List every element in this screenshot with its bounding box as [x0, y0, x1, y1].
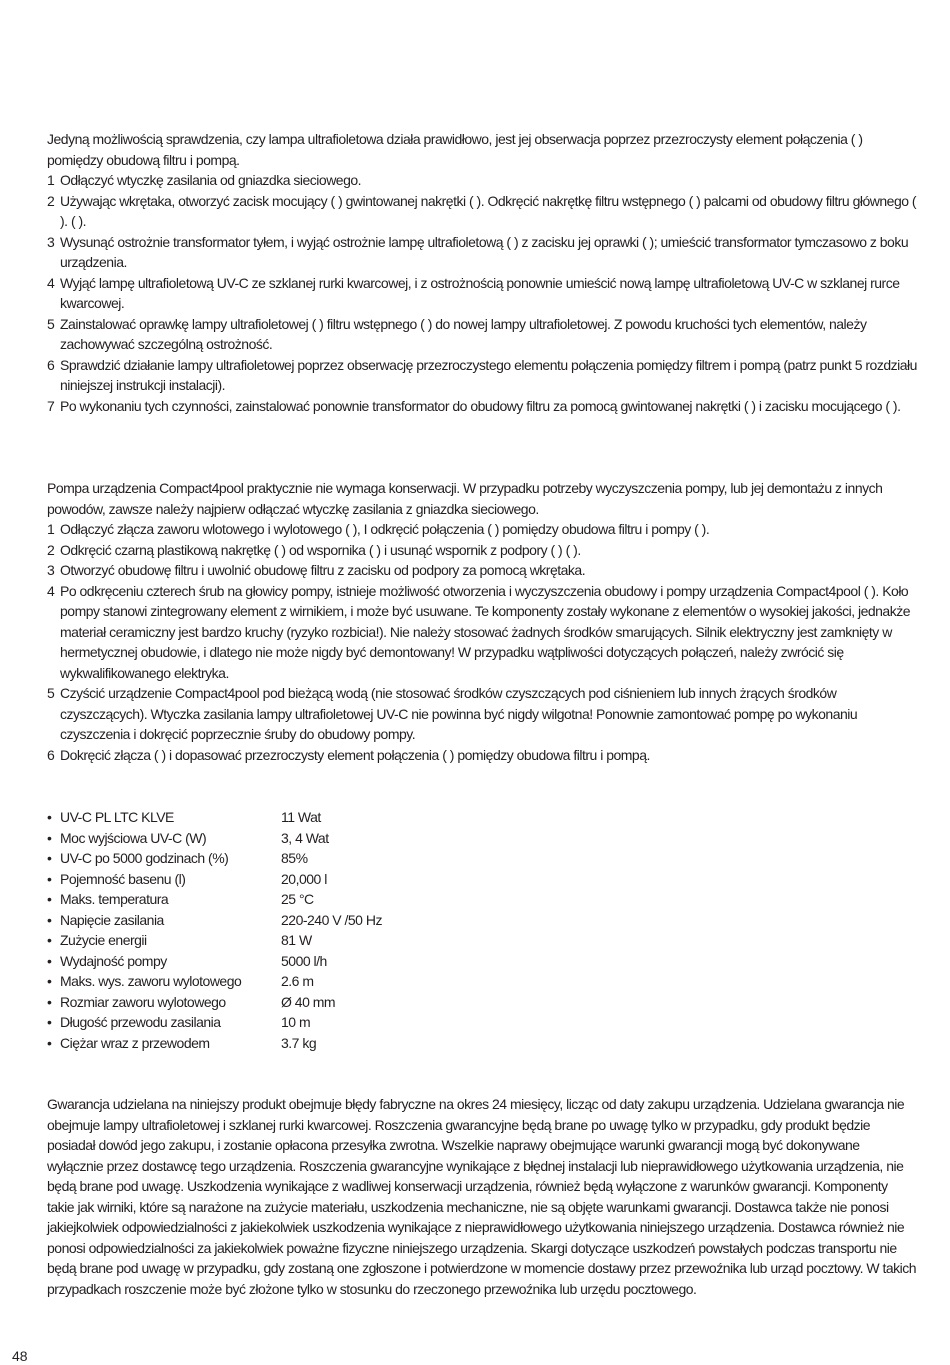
uv-intro: Jedyną możliwością sprawdzenia, czy lampa ultrafioletowa działa prawidłowo, jest jej obserwacja poprzez przezroczysty element połączenia ( ) pomiędzy obudową filtru i pompą.	[47, 131, 863, 168]
list-item: 7 Po wykonaniu tych czynności, zainstalować ponownie transformator do obudowy filtru za pomocą gwintowanej nakrętki ( ) i zacisku mocującego ( ).	[47, 397, 901, 414]
spec-item: • Maks. wys. zaworu wylotowego 2.6 m	[47, 973, 314, 989]
spec-item: • UV-C PL LTC KLVE 11 Wat	[47, 809, 321, 825]
warranty-text: Gwarancja udzielana na niniejszy produkt obejmuje błędy fabryczne na okres 24 miesięcy, licząc od daty zakupu urządzenia. Udzielana gwarancja nie obejmuje lampy ultrafioletowej i szklanej rurki kwarcowej. Roszczenia gwarancyjne będą brane po uwagę tylko w przypadku, gdy produkt będzie posiadał dowód jego zakupu, i zostanie opłacona przesyłka zwrotna. Wszelkie naprawy obejmujące warunki gwarancji mogą być dokonywane wyłącznie przez dostawcę tego urządzenia. Roszczenia gwarancyjne wynikające z błędnej instalacji lub nieprawidłowego użytkowania urządzenia, nie będą brane pod uwagę. Uszkodzenia wynikające z wadliwej konserwacji urządzenia, również będą wyłączone z warunków gwarancji. Komponenty takie jak wirniki, które są narażone na zużycie materiału, uszkodzenia mechaniczne, nie są objęte warunkami gwarancji. Dostawca także nie ponosi jakiejkolwiek odpowiedzialności z jakiekolwiek uszkodzenia wynikające z nieprawidłowego użytkowania niniejszego urządzenia. Dostawca również nie ponosi odpowiedzialności za jakiekolwiek poważne fizyczne niniejszego urządzenia. Skargi dotyczące uszkodzeń powstałych podczas transportu nie będą brane pod uwagę w przypadku, gdy zostaną one zgłoszone i potwierdzone w momencie dostawy przez przewoźnika lub urząd pocztowy. W takich przypadkach roszczenie może być złożone tylko w stosunku do rzeczonego przewoźnika lub urzędu pocztowego.	[47, 1096, 917, 1297]
pump-steps-list	[47, 519, 917, 765]
list-item: 2 Odkręcić czarną plastikową nakrętkę ( ) od wspornika ( ) i usunąć wspornik z podpory ( ) ( ).	[47, 541, 581, 558]
spec-item: • Zużycie energii 81 W	[47, 932, 312, 948]
list-item: 3 Wysunąć ostrożnie transformator tyłem, i wyjąć ostrożnie lampę ultrafioletową ( ) z zacisku jej oprawki ( ); umieścić transformator tymczasowo z boku urządzenia.	[47, 233, 909, 270]
list-item: 6 Dokręcić złącza ( ) i dopasować przezroczysty element połączenia ( ) pomiędzy obudowa filtru i pompą.	[47, 746, 650, 763]
list-item: 5 Zainstalować oprawkę lampy ultrafioletowej ( ) filtru wstępnego ( ) do nowej lampy ultrafioletowej. Z powodu kruchości tych elementów, należy zachowywać szczególną ostrożność.	[47, 315, 867, 352]
spec-item: • Długość przewodu zasilania 10 m	[47, 1014, 311, 1030]
list-item: 5 Czyścić urządzenie Compact4pool pod bieżącą wodą (nie stosować środków czyszczących pod ciśnieniem lub innych żrących środków czyszczących). Wtyczka zasilania lampy ultrafioletowej UV-C nie powinna być nigdy wilgotna! Ponownie zamontować pompę po wykonaniu czyszczenia i dokręcić poprzecznie śruby do obudowy pompy.	[47, 685, 858, 742]
page-number: 48	[12, 1348, 28, 1364]
list-item: 1 Odłączyć wtyczkę zasilania od gniazdka sieciowego.	[47, 172, 362, 188]
uv-steps-list	[47, 170, 917, 416]
spec-item: • Wydajność pompy 5000 l/h	[47, 952, 327, 969]
spec-item: • Napięcie zasilania 220-240 V /50 Hz	[47, 911, 382, 928]
list-item: 1 Odłączyć złącza zaworu wlotowego i wylotowego ( ), I odkręcić połączenia ( ) pomiędzy obudowa filtru i pompy ( ).	[47, 521, 710, 537]
spec-list	[47, 807, 467, 1053]
pump-intro: Pompa urządzenia Compact4pool praktycznie nie wymaga konserwacji. W przypadku potrzeby wyczyszczenia pompy, lub jej demontażu z innych powodów, zawsze należy najpierw odłączać wtyczkę zasilania z gniazdka sieciowego.	[47, 480, 883, 517]
list-item: 4 Po odkręceniu czterech śrub na głowicy pompy, istnieje możliwość otworzenia i wyczyszczenia obudowy i pompy urządzenia Compact4pool ( ). Koło pompy stanowi zintegrowany element z wirnikiem, i może być usuwane. Te komponenty zostały wykonane z elementów o wysokiej jakości, jednakże materiał ceramiczny jest bardzo kruchy (ryzyko rozbicia!). Nie należy stosować żadnych środków smarujących. Silnik elektryczny jest zamknięty w hermetycznej obudowie, i dlatego nie może nigdy być demontowany! W przypadku wątpliwości dotyczących połączeń, należy zwrócić się wykwalifikowanego elektryka.	[47, 582, 911, 681]
spec-item: • Pojemność basenu (l) 20,000 l	[47, 870, 327, 887]
list-item: 4 Wyjąć lampę ultrafioletową UV-C ze szklanej rurki kwarcowej, i z ostrożnością ponownie umieścić nową lampę ultrafioletową UV-C w szklanej rurce kwarcowej.	[47, 274, 900, 311]
list-item: 6 Sprawdzić działanie lampy ultrafioletowej poprzez obserwację przezroczystego elementu połączenia pomiędzy filtrem i pompą (patrz punkt 5 rozdziału niniejszej instrukcji instalacji).	[47, 356, 917, 393]
list-item: 3 Otworzyć obudowę filtru i uwolnić obudowę filtru z zacisku od podpory za pomocą wkrętaka.	[47, 562, 586, 578]
spec-item: • Moc wyjściowa UV-C (W) 3, 4 Wat	[47, 829, 329, 846]
spec-item: • UV-C po 5000 godzinach (%) 85%	[47, 850, 308, 866]
spec-item: • Maks. temperatura 25 °C	[47, 891, 314, 907]
list-item: 2 Używając wkrętaka, otworzyć zacisk mocujący ( ) gwintowanej nakrętki ( ). Odkręcić nakrętkę filtru wstępnego ( ) palcami od obudowy filtru głównego ( ). ( ).	[47, 192, 917, 229]
spec-item: • Rozmiar zaworu wylotowego Ø 40 mm	[47, 993, 336, 1010]
spec-item: • Ciężar wraz z przewodem 3.7 kg	[47, 1034, 317, 1051]
